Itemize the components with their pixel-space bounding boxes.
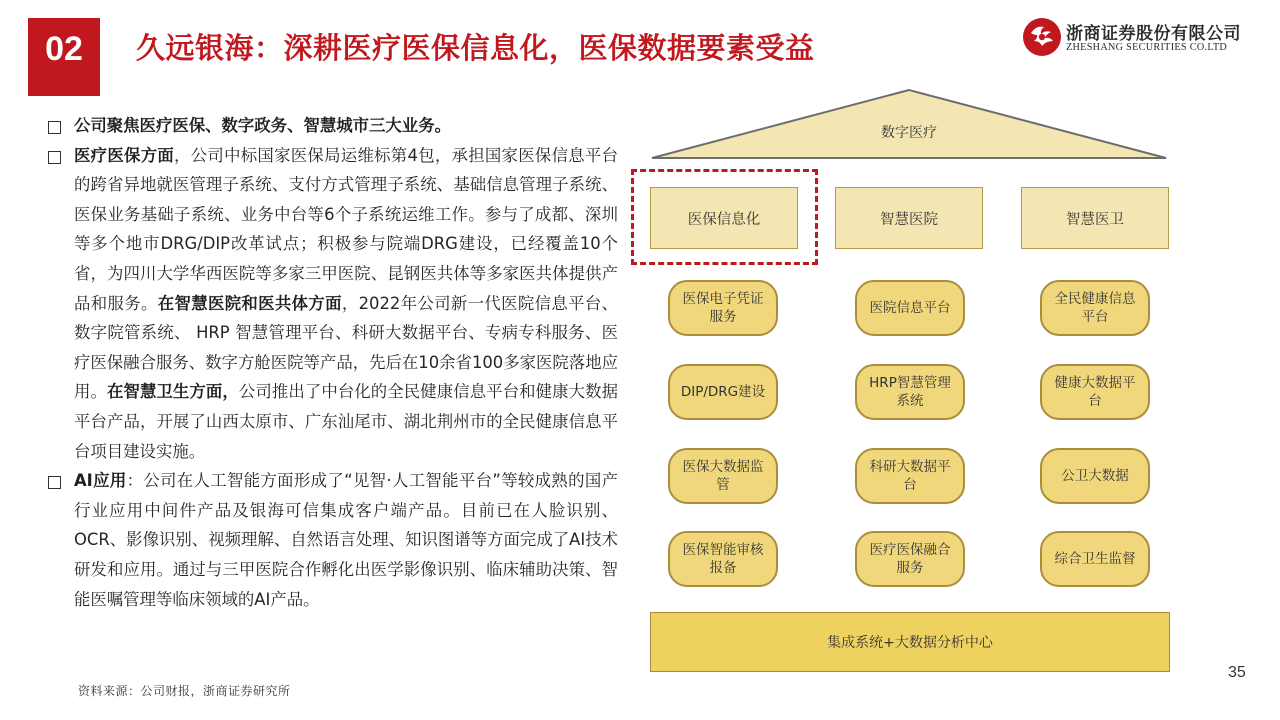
column-title-smart-health: 智慧医卫 bbox=[1021, 187, 1169, 249]
bullet-item-overview bbox=[46, 111, 618, 141]
page-number: 35 bbox=[1228, 664, 1246, 681]
logo-company-name: 浙商证券股份有限公司 bbox=[1066, 24, 1241, 44]
pill-item: HRP智慧管理系统 bbox=[855, 364, 965, 420]
bullet-bold: 公司聚焦医疗医保、数字政务、智慧城市三大业务。 bbox=[74, 116, 451, 135]
zheshang-logo-icon bbox=[1022, 17, 1062, 57]
logo-company-name-en: ZHESHANG SECURITIES CO.LTD bbox=[1066, 42, 1228, 53]
section-number: 02 bbox=[45, 30, 83, 68]
bullet-text: 公司推出了中台化的全民健康信息平台和健康大数据平台产品，开展了山西太原市、广东汕尾市、湖北荆州市的全民健康信息平台项目建设实施。 bbox=[74, 382, 619, 461]
bullet-bold: AI应用 bbox=[74, 471, 127, 491]
bullet-text: ，公司中标国家医保局运维标第4包，承担国家医保信息平台的跨省异地就医管理子系统、支付方式管理子系统、基础信息管理子系统、医保业务基础子系统、业务中台等6个子系统运维工作。参与了成都、深圳等多个地市DRG/DIP改革试点；积极参与院端DRG建设，已经覆盖10个省，为四川大学华西医院等多家三甲医院、昆钢医共体等多家医共体提供产品和服务。 bbox=[74, 145, 618, 313]
bullet-text: ，2022年公司新一代医院信息平台、数字院管系统、 HRP 智慧管理平台、科研大数据平台、专病专科服务、医疗医保融合服务、数字方舱医院等产品，先后在10余省100多家医院落地应用。 bbox=[74, 293, 619, 402]
pill-item: 医院信息平台 bbox=[855, 280, 965, 336]
company-logo bbox=[1022, 17, 1262, 61]
highlight-dashed-frame bbox=[631, 169, 818, 265]
column-title-smart-hospital: 智慧医院 bbox=[835, 187, 983, 249]
pill-item: 科研大数据平台 bbox=[855, 448, 965, 504]
pill-item: 医保智能审核报备 bbox=[668, 531, 778, 587]
source-note: 资料来源：公司财报，浙商证券研究所 bbox=[78, 684, 291, 698]
bullet-bold: 在智慧医院和医共体方面 bbox=[157, 293, 342, 313]
page-title: 久远银海：深耕医疗医保信息化，医保数据要素受益 bbox=[136, 31, 815, 65]
pill-item: 医保电子凭证服务 bbox=[668, 280, 778, 336]
pill-item: 健康大数据平台 bbox=[1040, 364, 1150, 420]
section-number-badge bbox=[28, 18, 100, 96]
base-platform: 集成系统+大数据分析中心 bbox=[650, 612, 1170, 672]
roof-label: 数字医疗 bbox=[881, 125, 937, 141]
bullet-item-medical bbox=[46, 141, 618, 467]
pill-item: 医疗医保融合服务 bbox=[855, 531, 965, 587]
pill-item: 综合卫生监督 bbox=[1040, 531, 1150, 587]
bullet-list bbox=[46, 111, 618, 614]
pill-item: 医保大数据监管 bbox=[668, 448, 778, 504]
bullet-item-ai bbox=[46, 466, 618, 614]
pill-item: DIP/DRG建设 bbox=[668, 364, 778, 420]
bullet-bold: 在智慧卫生方面， bbox=[106, 382, 239, 402]
pill-item: 全民健康信息平台 bbox=[1040, 280, 1150, 336]
pill-item: 公卫大数据 bbox=[1040, 448, 1150, 504]
bullet-text: ：公司在人工智能方面形成了“见智·人工智能平台”等较成熟的国产行业应用中间件产品及银海可信集成客户端产品。目前已在人脸识别、OCR、影像识别、视频理解、自然语言处理、知识图谱等方面完成了AI技术研发和应用。通过与三甲医院合作孵化出医学影像识别、临床辅助决策、智能医嘱管理等临床领域的AI产品。 bbox=[74, 471, 618, 609]
column-title-medical-insurance: 医保信息化 bbox=[650, 187, 798, 249]
bullet-bold: 医疗医保方面 bbox=[74, 145, 175, 165]
